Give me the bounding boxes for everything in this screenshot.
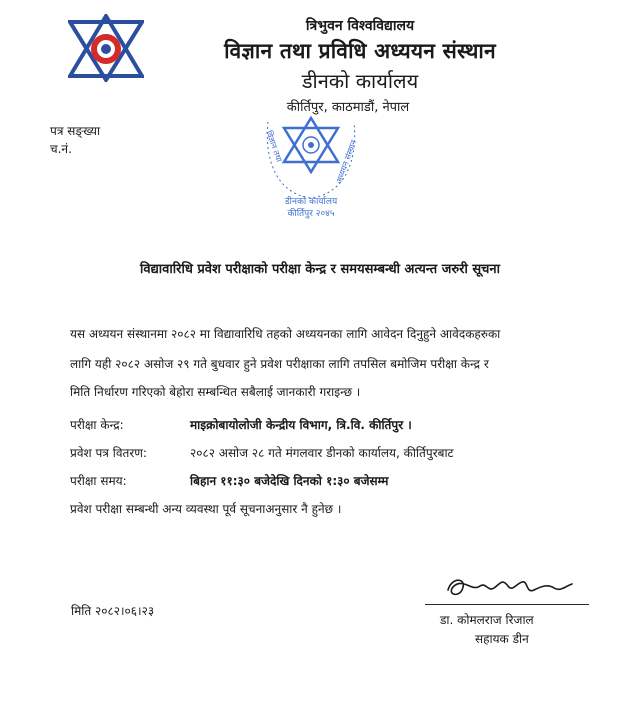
- exam-center-label: परीक्षा केन्द्र:: [70, 418, 124, 432]
- dispatch-number-label: च.नं.: [50, 142, 72, 156]
- paragraph-line-2: लागि यही २०८२ असोज २९ गते बुधवार हुने प्रवेश परीक्षाका लागि तपसिल बमोजिम परीक्षा केन्द्र र: [70, 357, 489, 371]
- official-stamp: [256, 112, 366, 224]
- tribhuvan-university-logo: [68, 14, 144, 82]
- svg-text:अध्ययन संस्थान: अध्ययन संस्थान: [334, 138, 359, 185]
- signature: [438, 572, 578, 602]
- closing-line: प्रवेश परीक्षा सम्बन्धी अन्य व्यवस्था पूर्व सूचनाअनुसार नै हुनेछ ।: [70, 502, 342, 516]
- exam-center-value: माइक्रोबायोलोजी केन्द्रीय विभाग, त्रि.वि. कीर्तिपुर ।: [190, 418, 412, 432]
- institute-name: विज्ञान तथा प्रविधि अध्ययन संस्थान: [224, 39, 496, 63]
- letter-number-label: पत्र सङ्ख्या: [50, 124, 101, 138]
- notice-title: विद्यावारिधि प्रवेश परीक्षाको परीक्षा केन्द्र र समयसम्बन्धी अत्यन्त जरुरी सूचना: [140, 262, 500, 277]
- signature-line: [425, 604, 589, 605]
- office-address: कीर्तिपुर, काठमाडौं, नेपाल: [286, 100, 410, 115]
- university-name: त्रिभुवन विश्वविद्यालय: [305, 18, 415, 34]
- signer-name: डा. कोमलराज रिजाल: [440, 613, 534, 627]
- exam-time-value: बिहान ११:३० बजेदेखि दिनको १:३० बजेसम्म: [190, 474, 389, 488]
- exam-time-label: परीक्षा समय:: [70, 474, 127, 488]
- svg-text:डीनको कार्यालय: डीनको कार्यालय: [284, 197, 338, 207]
- svg-text:विज्ञान तथा: विज्ञान तथा: [264, 129, 284, 164]
- office-name: डीनको कार्यालय: [301, 69, 419, 93]
- svg-text:कीर्तिपुर २०४५: कीर्तिपुर २०४५: [287, 209, 335, 219]
- admit-card-value: २०८२ असोज २८ गते मंगलवार डीनको कार्यालय, कीर्तिपुरबाट: [190, 446, 454, 460]
- paragraph-line-3: मिति निर्धारण गरिएको बेहोरा सम्बन्धित सबैलाई जानकारी गराइन्छ ।: [70, 385, 361, 399]
- notice-date: मिति २०८२।०६।२३: [71, 604, 155, 618]
- signer-title: सहायक डीन: [475, 632, 529, 646]
- admit-card-label: प्रवेश पत्र वितरण:: [70, 446, 147, 460]
- paragraph-line-1: यस अध्ययन संस्थानमा २०८२ मा विद्यावारिधि तहको अध्ययनका लागि आवेदन दिनुहुने आवेदकहरुका: [70, 327, 501, 341]
